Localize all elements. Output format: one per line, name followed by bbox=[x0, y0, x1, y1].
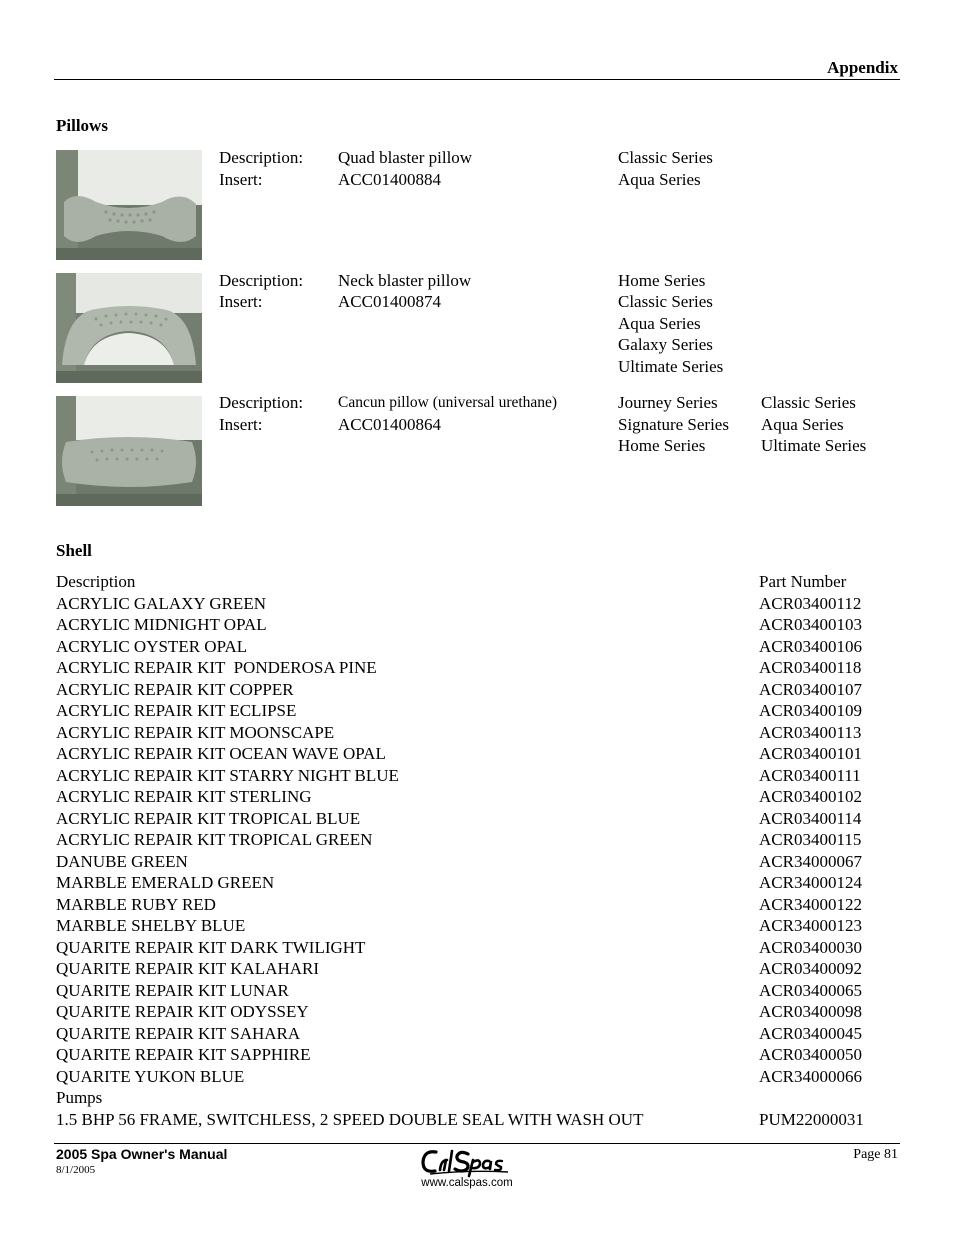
part-description: Pumps bbox=[56, 1088, 103, 1107]
pillow-3-series: Aqua Series bbox=[761, 415, 844, 434]
table-row bbox=[56, 894, 886, 916]
pillow-3-insert-label: Insert: bbox=[219, 415, 263, 434]
pillow-3-series: Ultimate Series bbox=[761, 436, 867, 455]
pillow-2-series: Classic Series bbox=[618, 292, 713, 311]
part-description: DANUBE GREEN bbox=[56, 851, 188, 871]
pillow-3-series: Signature Series bbox=[618, 415, 729, 434]
part-description: MARBLE RUBY RED bbox=[56, 894, 216, 914]
part-number: ACR03400092 bbox=[759, 959, 862, 978]
page-number: Page 81 bbox=[853, 1147, 898, 1162]
part-description: ACRYLIC REPAIR KIT TROPICAL BLUE bbox=[56, 808, 361, 828]
part-description: QUARITE REPAIR KIT ODYSSEY bbox=[56, 1002, 309, 1021]
part-description: QUARITE REPAIR KIT DARK TWILIGHT bbox=[56, 937, 366, 957]
neck-blaster-pillow-photo bbox=[56, 273, 202, 383]
table-row bbox=[56, 1001, 886, 1023]
table-row bbox=[56, 593, 886, 615]
table-row bbox=[56, 1087, 886, 1109]
table-row bbox=[56, 743, 886, 765]
table-row bbox=[56, 1066, 886, 1088]
table-row bbox=[56, 765, 886, 787]
pillow-2-description-label: Description: bbox=[219, 271, 304, 290]
table-row bbox=[56, 786, 886, 808]
part-number: ACR03400118 bbox=[759, 658, 862, 677]
pillow-2-series: Ultimate Series bbox=[618, 357, 724, 376]
part-description: ACRYLIC REPAIR KIT OCEAN WAVE OPAL bbox=[56, 744, 386, 763]
part-number: ACR03400065 bbox=[759, 980, 862, 1000]
table-row bbox=[56, 1023, 886, 1045]
pillow-2-series: Galaxy Series bbox=[618, 335, 713, 354]
part-description: ACRYLIC MIDNIGHT OPAL bbox=[56, 615, 267, 634]
manual-title: 2005 Spa Owner's Manual bbox=[56, 1146, 228, 1162]
table-row bbox=[56, 915, 886, 937]
pillow-2-series: Home Series bbox=[618, 271, 706, 290]
part-number: ACR03400111 bbox=[759, 765, 861, 785]
part-description: ACRYLIC REPAIR KIT STARRY NIGHT BLUE bbox=[56, 765, 399, 785]
section-title: Appendix bbox=[827, 58, 898, 77]
part-description: QUARITE REPAIR KIT SAPPHIRE bbox=[56, 1045, 311, 1064]
part-description: QUARITE REPAIR KIT SAHARA bbox=[56, 1023, 301, 1043]
table-row bbox=[56, 636, 886, 658]
table-row bbox=[56, 980, 886, 1002]
pillow-1-insert: ACC01400884 bbox=[338, 170, 441, 189]
pillow-3-series: Classic Series bbox=[761, 393, 856, 412]
table-row bbox=[56, 851, 886, 873]
header-rule bbox=[54, 79, 900, 80]
part-number: ACR34000067 bbox=[759, 851, 862, 871]
part-number: ACR03400114 bbox=[759, 808, 862, 828]
part-description: ACRYLIC OYSTER OPAL bbox=[56, 636, 248, 656]
part-description: ACRYLIC REPAIR KIT PONDEROSA PINE bbox=[56, 658, 377, 677]
part-description: Description bbox=[56, 572, 136, 591]
table-row bbox=[56, 571, 886, 593]
pillow-3-series: Home Series bbox=[618, 436, 706, 455]
pillow-1-series: Classic Series bbox=[618, 148, 713, 167]
part-number: ACR03400113 bbox=[759, 722, 862, 742]
table-row bbox=[56, 700, 886, 722]
part-number: ACR03400101 bbox=[759, 744, 862, 763]
table-row bbox=[56, 958, 886, 980]
part-number: ACR03400107 bbox=[759, 679, 862, 699]
website-url: www.calspas.com bbox=[421, 1177, 513, 1189]
pillow-3-insert: ACC01400864 bbox=[338, 415, 441, 434]
part-number: ACR34000122 bbox=[759, 894, 862, 914]
pillow-1-series: Aqua Series bbox=[618, 170, 701, 189]
pillow-2-description: Neck blaster pillow bbox=[338, 271, 472, 290]
part-number: ACR03400109 bbox=[759, 701, 862, 720]
quad-blaster-pillow-photo bbox=[56, 150, 202, 260]
part-description: MARBLE SHELBY BLUE bbox=[56, 916, 246, 935]
part-description: MARBLE EMERALD GREEN bbox=[56, 873, 275, 892]
pillow-3-description-label: Description: bbox=[219, 393, 304, 412]
part-number: ACR03400102 bbox=[759, 787, 862, 806]
part-number: ACR34000124 bbox=[759, 873, 862, 892]
shell-parts-list bbox=[56, 571, 886, 1130]
pillow-1-insert-label: Insert: bbox=[219, 170, 263, 189]
part-description: ACRYLIC GALAXY GREEN bbox=[56, 593, 266, 613]
cancun-pillow-photo bbox=[56, 396, 202, 506]
part-description: QUARITE YUKON BLUE bbox=[56, 1066, 245, 1086]
table-row bbox=[56, 829, 886, 851]
part-description: ACRYLIC REPAIR KIT ECLIPSE bbox=[56, 701, 297, 720]
table-row bbox=[56, 937, 886, 959]
table-row bbox=[56, 808, 886, 830]
footer-rule bbox=[54, 1143, 900, 1144]
part-description: ACRYLIC REPAIR KIT STERLING bbox=[56, 787, 312, 806]
part-number: ACR03400030 bbox=[759, 937, 862, 957]
part-description: ACRYLIC REPAIR KIT MOONSCAPE bbox=[56, 722, 335, 742]
part-number: ACR03400098 bbox=[759, 1002, 862, 1021]
table-row bbox=[56, 679, 886, 701]
part-number: ACR03400115 bbox=[759, 830, 862, 849]
table-row bbox=[56, 614, 886, 636]
pillow-3-series: Journey Series bbox=[618, 393, 718, 412]
part-description: ACRYLIC REPAIR KIT COPPER bbox=[56, 679, 294, 699]
part-description: QUARITE REPAIR KIT KALAHARI bbox=[56, 959, 320, 978]
shell-heading: Shell bbox=[56, 541, 92, 560]
table-row bbox=[56, 872, 886, 894]
part-description: 1.5 BHP 56 FRAME, SWITCHLESS, 2 SPEED DOUBLE SEAL WITH WASH OUT bbox=[56, 1109, 644, 1129]
part-description: ACRYLIC REPAIR KIT TROPICAL GREEN bbox=[56, 830, 373, 849]
part-number: ACR34000123 bbox=[759, 916, 862, 935]
table-row bbox=[56, 1044, 886, 1066]
manual-date: 8/1/2005 bbox=[56, 1164, 96, 1176]
table-row bbox=[56, 1109, 886, 1131]
pillow-1-description: Quad blaster pillow bbox=[338, 148, 473, 167]
part-number: ACR03400103 bbox=[759, 615, 862, 634]
part-number: ACR03400106 bbox=[759, 636, 862, 656]
part-number: PUM22000031 bbox=[759, 1109, 864, 1129]
part-number: ACR03400050 bbox=[759, 1045, 862, 1064]
pillow-2-insert-label: Insert: bbox=[219, 292, 263, 311]
pillow-2-insert: ACC01400874 bbox=[338, 292, 441, 311]
pillow-3-description: Cancun pillow (universal urethane) bbox=[338, 394, 558, 411]
table-row bbox=[56, 722, 886, 744]
pillow-2-series: Aqua Series bbox=[618, 314, 701, 333]
part-description: QUARITE REPAIR KIT LUNAR bbox=[56, 980, 289, 1000]
part-number: Part Number bbox=[759, 572, 847, 591]
part-number: ACR34000066 bbox=[759, 1066, 862, 1086]
pillows-heading: Pillows bbox=[56, 116, 108, 135]
table-row bbox=[56, 657, 886, 679]
part-number: ACR03400045 bbox=[759, 1023, 862, 1043]
part-number: ACR03400112 bbox=[759, 593, 862, 613]
pillow-1-description-label: Description: bbox=[219, 148, 304, 167]
